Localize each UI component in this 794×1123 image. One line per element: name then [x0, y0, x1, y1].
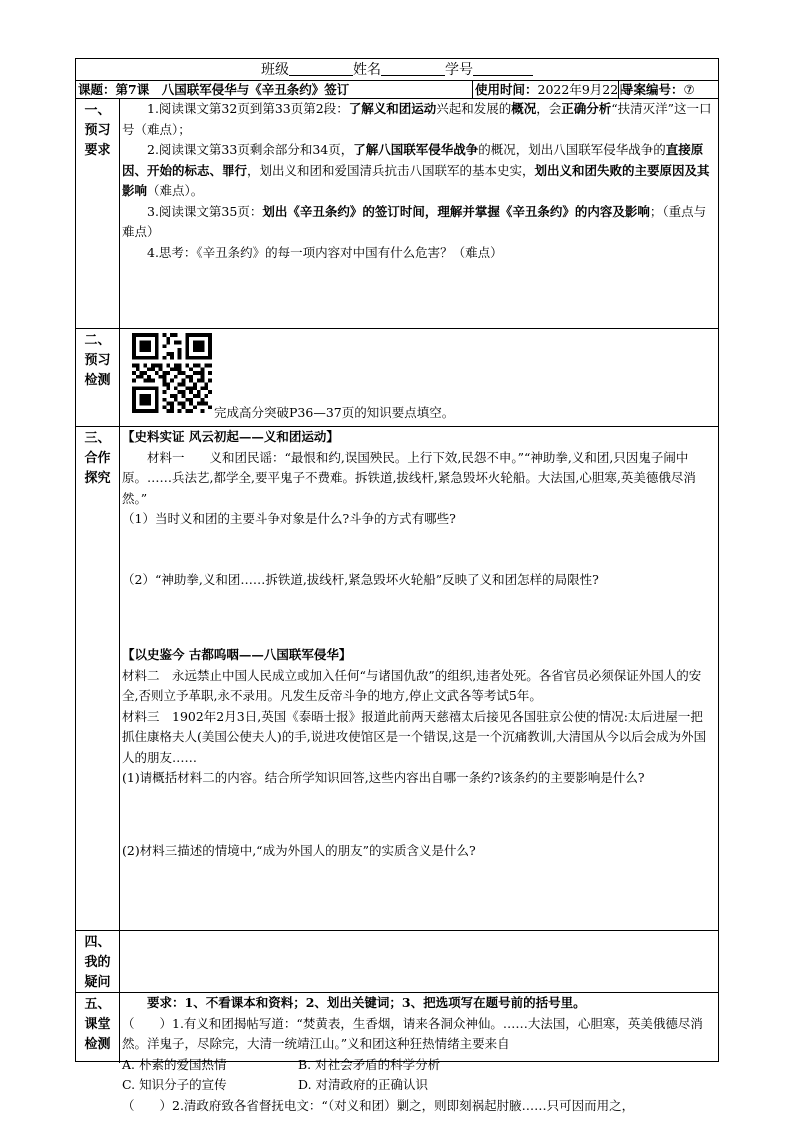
topic-heading-2: 【以史鉴今 古都呜咽——八国联军侵华】 — [122, 647, 352, 662]
option-c: C. 知识分子的宣传 — [122, 1077, 227, 1092]
name-blank[interactable] — [381, 61, 445, 76]
test-question-1: （ ）1.有义和团揭帖写道：“焚黄表，生香烟，请来各洞众神仙。……大法国，心胆寒，英美俄德尽消然。洋鬼子，尽除完，大清一统靖江山。”义和团这种狂热情绪主要来自 — [122, 1015, 703, 1051]
section-body — [122, 427, 714, 930]
preview-check-instruction: 完成高分突破P36—37页的知识要点填空。 — [214, 405, 455, 420]
section-body — [122, 99, 714, 328]
section-preview-requirements — [76, 99, 718, 329]
question-1: （1）当时义和团的主要斗争对象是什么?斗争的方式有哪些? — [122, 511, 456, 526]
section-preview-check — [76, 329, 718, 427]
option-b: B. 对社会矛盾的科学分析 — [298, 1056, 441, 1072]
material-3: 材料三 1902年2月3日,英国《泰晤士报》报道此前两天慈禧太后接见各国驻京公使的情况:太后进屋一把抓住康格夫人(美国公使夫人)的手,说进攻使馆区是一个错误,这是一个沉痛教训,大清国从今以后会成为外国人的朋友…… — [122, 708, 707, 765]
number-label: 学号 — [445, 62, 473, 78]
questions-area[interactable] — [122, 931, 714, 992]
worksheet-table — [75, 58, 719, 1113]
requirement-1: 1.阅读课文第32页到第33页第2段：了解义和团运动兴起和发展的概况，会正确分析“扶清灭洋”这一口号（难点）； — [122, 101, 712, 137]
material-1: 材料一 义和团民谣：“最恨和约,误国殃民。上行下效,民怨不申。”“神助拳,义和团,只因鬼子闹中原。……兵法艺,都学全,要平鬼子不费难。拆铁道,拔线杆,紧急毁坏火轮船。大法国,心胆寒,英美德俄尽消然。” — [122, 449, 696, 506]
requirement-3: 3.阅读课文第35页：划出《辛丑条约》的签订时间，理解并掌握《辛丑条约》的内容及影响；（重点与难点） — [122, 203, 707, 239]
requirement-4: 4.思考：《辛丑条约》的每一项内容对中国有什么危害？（难点） — [147, 244, 503, 260]
usage-date: 使用时间：2022年9月22日 — [475, 82, 631, 97]
test-requirements: 要求：1、不看课本和资料；2、划出关键词；3、把选项写在题号前的括号里。 — [147, 995, 586, 1010]
section-label: 二、 预习 检测 — [76, 329, 120, 426]
qr-code-icon[interactable] — [132, 333, 212, 413]
question-2: （2）“神助拳,义和团……拆铁道,拔线杆,紧急毁坏火轮船”反映了义和团怎样的局限性? — [122, 571, 599, 587]
section-my-questions — [76, 931, 718, 993]
class-label: 班级 — [261, 62, 289, 78]
section-class-test — [76, 993, 718, 1113]
topic-heading-1: 【史料实证 风云初起——义和团运动】 — [122, 429, 339, 444]
section-label: 五、 课堂 检测 — [76, 993, 120, 1063]
section-label: 一、 预习 要求 — [76, 99, 120, 328]
question-3: (1)请概括材料二的内容。结合所学知识回答,这些内容出自哪一条约?该条约的主要影响是什么? — [122, 770, 645, 785]
section-body — [122, 329, 714, 426]
options-row-1 — [122, 1055, 714, 1076]
test-question-2: （ ）2.清政府致各省督抚电文：“（对义和团）剿之，则即刻祸起肘腋……只可因而用之， — [122, 1097, 635, 1113]
lesson-title: 课题：第7课 八国联军侵华与《辛丑条约》签订 — [76, 81, 473, 98]
requirement-2: 2.阅读课文第33页剩余部分和34页，了解八国联军侵华战争的概况，划出八国联军侵华战争的直接原因、开始的标志、罪行，划出义和团和爱国清兵抗击八国联军的基本史实，划出义和团失败的主要原因及其影响（难点）。 — [122, 142, 710, 198]
name-label: 姓名 — [353, 62, 381, 78]
section-body — [122, 993, 714, 1113]
class-blank[interactable] — [289, 61, 353, 76]
option-a: A. 朴素的爱国热情 — [122, 1056, 227, 1072]
options-row-2 — [122, 1075, 714, 1096]
section-cooperative-inquiry — [76, 427, 718, 931]
section-label: 三、 合作 探究 — [76, 427, 120, 930]
number-blank[interactable] — [473, 61, 533, 76]
section-label: 四、 我的 疑问 — [76, 931, 120, 992]
guide-number: 导案编号：⑦ — [621, 82, 695, 97]
student-info-row — [76, 59, 718, 81]
header-row — [76, 81, 718, 99]
question-4: (2)材料三描述的情境中,“成为外国人的朋友”的实质含义是什么? — [122, 842, 476, 858]
option-d: D. 对清政府的正确认识 — [298, 1077, 429, 1092]
material-2: 材料二 永远禁止中国人民成立或加入任何“与诸国仇敌”的组织,违者处死。各省官员必须保证外国人的安全,否则立予革职,永不录用。凡发生反帝斗争的地方,停止文武各等考试5年。 — [122, 667, 702, 703]
